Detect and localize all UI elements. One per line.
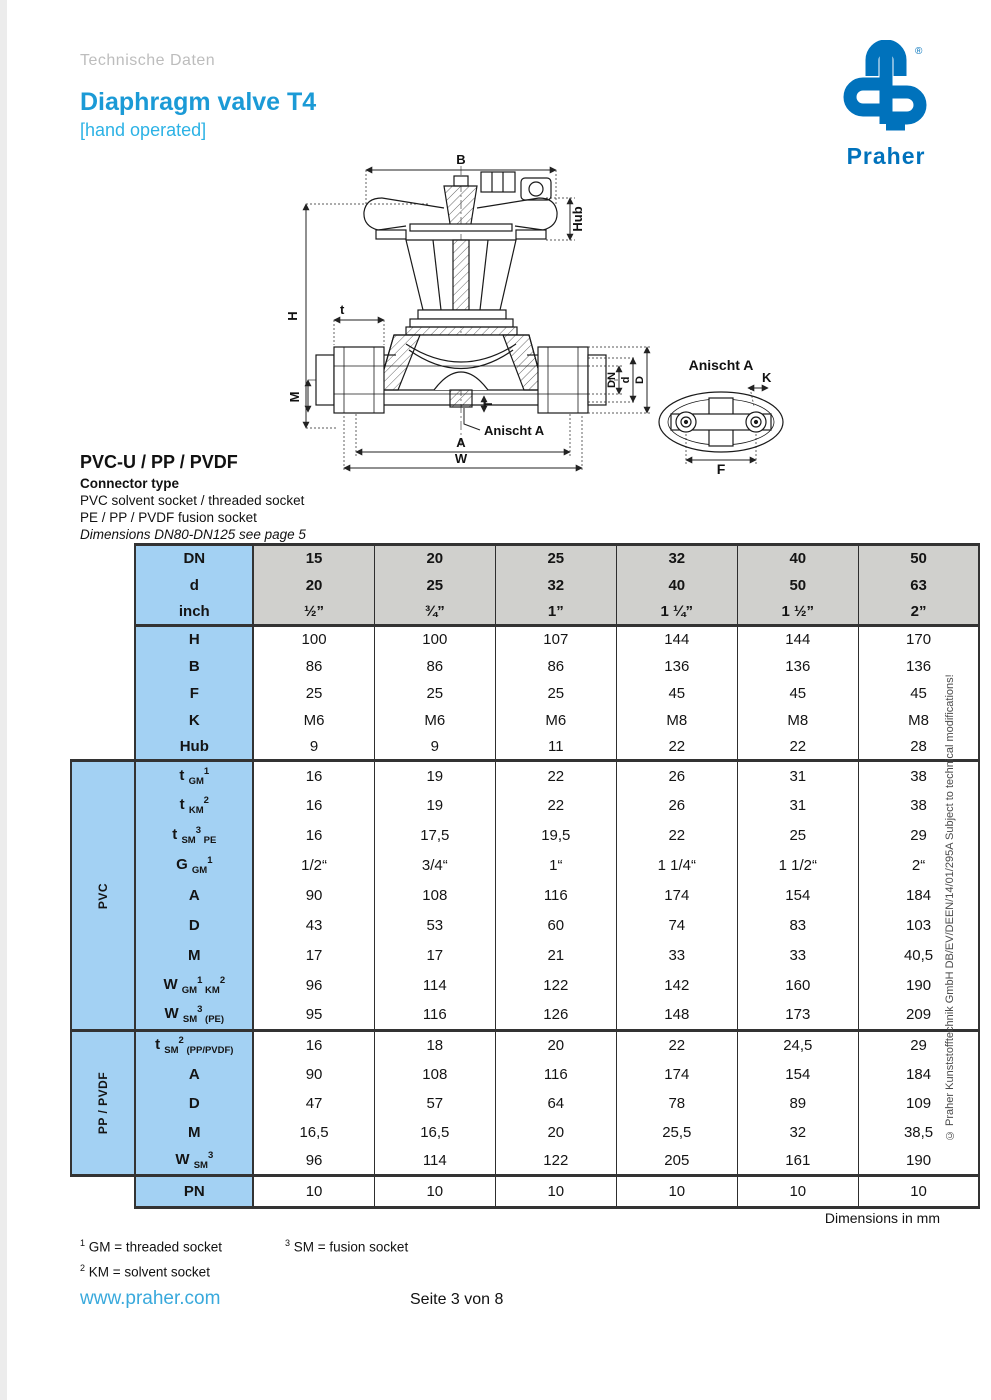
value-cell: 40,5 xyxy=(858,941,979,971)
value-cell: 17,5 xyxy=(374,821,495,851)
value-cell: 57 xyxy=(374,1089,495,1118)
row-label: B xyxy=(135,653,253,680)
page-title: Diaphragm valve T4 xyxy=(80,88,317,116)
value-cell: 21 xyxy=(495,941,616,971)
value-cell: 114 xyxy=(374,1147,495,1176)
value-cell: 154 xyxy=(737,881,858,911)
value-cell: 107 xyxy=(495,626,616,653)
value-cell: 43 xyxy=(253,911,374,941)
row-label: A xyxy=(135,1060,253,1089)
row-label: G $_{GM}^1$ xyxy=(135,851,253,881)
row-label: D xyxy=(135,911,253,941)
label-B: B xyxy=(456,152,466,167)
value-cell: 103 xyxy=(858,911,979,941)
value-cell: 11 xyxy=(495,734,616,761)
value-cell: 209 xyxy=(858,1001,979,1031)
material-heading: PVC-U / PP / PVDF xyxy=(80,452,238,472)
value-cell: 25 xyxy=(737,821,858,851)
spacer-cell xyxy=(71,734,135,761)
value-cell: 10 xyxy=(253,1176,374,1208)
value-cell: 18 xyxy=(374,1031,495,1060)
row-label: K xyxy=(135,707,253,734)
value-cell: 170 xyxy=(858,626,979,653)
value-cell: ¾” xyxy=(374,599,495,626)
dimensions-reference-note: Dimensions DN80-DN125 see page 5 xyxy=(80,527,306,542)
spacer-cell xyxy=(71,1176,135,1208)
value-cell: 190 xyxy=(858,971,979,1001)
row-label: Hub xyxy=(135,734,253,761)
value-cell: 26 xyxy=(616,761,737,791)
spacer-cell xyxy=(71,653,135,680)
footer-page-number: Seite 3 von 8 xyxy=(410,1291,504,1308)
section-label-pvc: PVC xyxy=(71,761,135,1031)
value-cell: 22 xyxy=(616,821,737,851)
value-cell: 22 xyxy=(495,761,616,791)
value-cell: 144 xyxy=(737,626,858,653)
value-cell: 19 xyxy=(374,791,495,821)
row-label: W $_{SM}^3$ $_{(PE)}$ xyxy=(135,1001,253,1031)
value-cell: 26 xyxy=(616,791,737,821)
value-cell: 10 xyxy=(616,1176,737,1208)
row-label: d xyxy=(135,572,253,599)
row-label: A xyxy=(135,881,253,911)
value-cell: 3/4“ xyxy=(374,851,495,881)
dimensions-in-mm-note: Dimensions in mm xyxy=(824,1210,940,1226)
value-cell: 45 xyxy=(737,680,858,707)
value-cell: 90 xyxy=(253,1060,374,1089)
value-cell: 28 xyxy=(858,734,979,761)
value-cell: 31 xyxy=(737,761,858,791)
value-cell: 10 xyxy=(374,1176,495,1208)
value-cell: 32 xyxy=(616,545,737,572)
value-cell: 1 1/2“ xyxy=(737,851,858,881)
value-cell: 114 xyxy=(374,971,495,1001)
value-cell: 38 xyxy=(858,761,979,791)
value-cell: 25 xyxy=(253,680,374,707)
row-label: W $_{GM}^1$ $_{KM}^2$ xyxy=(135,971,253,1001)
value-cell: 24,5 xyxy=(737,1031,858,1060)
spacer-cell xyxy=(71,680,135,707)
value-cell: 16 xyxy=(253,791,374,821)
callout-leader xyxy=(464,408,480,430)
value-cell: 205 xyxy=(616,1147,737,1176)
row-label: inch xyxy=(135,599,253,626)
value-cell: 116 xyxy=(495,1060,616,1089)
value-cell: 25 xyxy=(495,545,616,572)
value-cell: 64 xyxy=(495,1089,616,1118)
footnote-gm xyxy=(80,1238,222,1255)
value-cell: 160 xyxy=(737,971,858,1001)
value-cell: 90 xyxy=(253,881,374,911)
value-cell: 45 xyxy=(858,680,979,707)
value-cell: 1” xyxy=(495,599,616,626)
value-cell: 50 xyxy=(737,572,858,599)
value-cell: 29 xyxy=(858,821,979,851)
footnote-gm-text: GM = threaded socket xyxy=(85,1239,222,1255)
value-cell: 16 xyxy=(253,761,374,791)
value-cell: 53 xyxy=(374,911,495,941)
label-Hub: Hub xyxy=(570,206,585,232)
value-cell: 184 xyxy=(858,881,979,911)
value-cell: 20 xyxy=(495,1031,616,1060)
row-label: F xyxy=(135,680,253,707)
label-D: D xyxy=(634,376,646,384)
row-label: D xyxy=(135,1089,253,1118)
value-cell: 10 xyxy=(737,1176,858,1208)
label-K: K xyxy=(762,370,772,385)
value-cell: 63 xyxy=(858,572,979,599)
value-cell: 83 xyxy=(737,911,858,941)
value-cell: 17 xyxy=(374,941,495,971)
value-cell: 74 xyxy=(616,911,737,941)
footnote-sm-sup: 3 xyxy=(285,1238,291,1248)
label-F: F xyxy=(716,461,726,477)
value-cell: 174 xyxy=(616,1060,737,1089)
row-label: M xyxy=(135,1118,253,1147)
row-label: t $_{SM}^2$ $_{(PP/PVDF)}$ xyxy=(135,1031,253,1060)
material-intro xyxy=(80,452,306,543)
label-DN: DN xyxy=(606,372,618,388)
value-cell: 96 xyxy=(253,971,374,1001)
value-cell: 25 xyxy=(374,572,495,599)
value-cell: 1 1/4“ xyxy=(616,851,737,881)
document-eyebrow: Technische Daten xyxy=(80,52,216,69)
value-cell: 47 xyxy=(253,1089,374,1118)
value-cell: 40 xyxy=(616,572,737,599)
value-cell: 122 xyxy=(495,1147,616,1176)
value-cell: 89 xyxy=(737,1089,858,1118)
value-cell: M8 xyxy=(737,707,858,734)
value-cell: 15 xyxy=(253,545,374,572)
value-cell: 96 xyxy=(253,1147,374,1176)
row-label: t $_{GM}^1$ xyxy=(135,761,253,791)
label-t: t xyxy=(340,302,345,317)
row-label: W $_{SM}^3$ xyxy=(135,1147,253,1176)
value-cell: 136 xyxy=(858,653,979,680)
connector-line-1: PVC solvent socket / threaded socket xyxy=(80,493,305,508)
value-cell: 109 xyxy=(858,1089,979,1118)
value-cell: 31 xyxy=(737,791,858,821)
row-label: t $_{SM}^3$ $_{PE}$ xyxy=(135,821,253,851)
dim-t xyxy=(334,320,384,345)
value-cell: 22 xyxy=(616,734,737,761)
value-cell: 100 xyxy=(374,626,495,653)
row-label: t $_{KM}^2$ xyxy=(135,791,253,821)
value-cell: 86 xyxy=(374,653,495,680)
side-view xyxy=(659,392,783,452)
value-cell: M8 xyxy=(858,707,979,734)
label-d: d xyxy=(620,376,632,384)
value-cell: 1 ½” xyxy=(737,599,858,626)
row-label: M xyxy=(135,941,253,971)
value-cell: 20 xyxy=(495,1118,616,1147)
value-cell: 16,5 xyxy=(253,1118,374,1147)
row-label: DN xyxy=(135,545,253,572)
registered-mark: ® xyxy=(915,46,923,57)
value-cell: 38 xyxy=(858,791,979,821)
value-cell: 10 xyxy=(495,1176,616,1208)
valve-body xyxy=(378,335,544,407)
value-cell: 190 xyxy=(858,1147,979,1176)
value-cell: 16 xyxy=(253,821,374,851)
value-cell: 22 xyxy=(737,734,858,761)
value-cell: M6 xyxy=(374,707,495,734)
value-cell: 40 xyxy=(737,545,858,572)
connector-line-2: PE / PP / PVDF fusion socket xyxy=(80,510,257,525)
label-T: T xyxy=(483,400,495,408)
spacer-cell xyxy=(71,599,135,626)
value-cell: 22 xyxy=(616,1031,737,1060)
dimension-table-body xyxy=(71,545,979,1208)
copyright-side-note: © Praher Kunststofftechnik GmbH DB/EV/DEEN/14/01/295A Subject to technical modifications! xyxy=(944,674,956,1141)
value-cell: 136 xyxy=(737,653,858,680)
spacer-cell xyxy=(71,572,135,599)
value-cell: 33 xyxy=(737,941,858,971)
value-cell: 2” xyxy=(858,599,979,626)
value-cell: 144 xyxy=(616,626,737,653)
value-cell: 1/2“ xyxy=(253,851,374,881)
value-cell: 16 xyxy=(253,1031,374,1060)
value-cell: 19,5 xyxy=(495,821,616,851)
row-label: PN xyxy=(135,1176,253,1208)
value-cell: 9 xyxy=(253,734,374,761)
dimension-table xyxy=(70,543,980,1209)
value-cell: 20 xyxy=(253,572,374,599)
value-cell: 136 xyxy=(616,653,737,680)
value-cell: 50 xyxy=(858,545,979,572)
praher-logo xyxy=(826,40,946,170)
valve-technical-drawing xyxy=(278,148,813,496)
value-cell: 25 xyxy=(495,680,616,707)
page-subtitle: [hand operated] xyxy=(80,120,207,140)
footnote-sm-text: SM = fusion socket xyxy=(290,1239,409,1255)
value-cell: 2“ xyxy=(858,851,979,881)
label-H: H xyxy=(285,311,300,321)
value-cell: 116 xyxy=(495,881,616,911)
value-cell: 1“ xyxy=(495,851,616,881)
spacer-cell xyxy=(71,707,135,734)
value-cell: 95 xyxy=(253,1001,374,1031)
value-cell: 45 xyxy=(616,680,737,707)
value-cell: 122 xyxy=(495,971,616,1001)
value-cell: 161 xyxy=(737,1147,858,1176)
value-cell: 173 xyxy=(737,1001,858,1031)
connector-type-heading: Connector type xyxy=(80,476,180,491)
value-cell: 29 xyxy=(858,1031,979,1060)
footer-website-link[interactable]: www.praher.com xyxy=(80,1288,221,1309)
label-A: A xyxy=(456,435,466,450)
value-cell: 33 xyxy=(616,941,737,971)
value-cell: ½” xyxy=(253,599,374,626)
spacer-cell xyxy=(71,545,135,572)
value-cell: 108 xyxy=(374,1060,495,1089)
page-edge-strip xyxy=(0,0,7,1400)
handwheel xyxy=(364,172,557,239)
value-cell: 100 xyxy=(253,626,374,653)
value-cell: 32 xyxy=(737,1118,858,1147)
value-cell: M6 xyxy=(253,707,374,734)
value-cell: 154 xyxy=(737,1060,858,1089)
value-cell: 17 xyxy=(253,941,374,971)
value-cell: 148 xyxy=(616,1001,737,1031)
value-cell: 126 xyxy=(495,1001,616,1031)
footnote-sm xyxy=(285,1238,408,1255)
praher-monogram-icon xyxy=(831,40,941,136)
value-cell: M6 xyxy=(495,707,616,734)
value-cell: 32 xyxy=(495,572,616,599)
dimension-table-wrap xyxy=(70,543,980,1209)
label-M: M xyxy=(287,391,302,403)
value-cell: M8 xyxy=(616,707,737,734)
value-cell: 86 xyxy=(495,653,616,680)
side-view-title: Anischt A xyxy=(688,357,754,373)
label-callout: Anischt A xyxy=(484,423,545,438)
value-cell: 10 xyxy=(858,1176,979,1208)
value-cell: 86 xyxy=(253,653,374,680)
value-cell: 38,5 xyxy=(858,1118,979,1147)
value-cell: 25 xyxy=(374,680,495,707)
footnote-km xyxy=(80,1263,210,1280)
bonnet xyxy=(406,240,517,335)
footnote-gm-sup: 1 xyxy=(80,1238,86,1248)
spacer-cell xyxy=(71,626,135,653)
value-cell: 116 xyxy=(374,1001,495,1031)
value-cell: 20 xyxy=(374,545,495,572)
footnote-km-text: KM = solvent socket xyxy=(85,1264,210,1280)
value-cell: 16,5 xyxy=(374,1118,495,1147)
label-W: W xyxy=(454,451,468,466)
value-cell: 142 xyxy=(616,971,737,1001)
value-cell: 108 xyxy=(374,881,495,911)
value-cell: 22 xyxy=(495,791,616,821)
value-cell: 174 xyxy=(616,881,737,911)
row-label: H xyxy=(135,626,253,653)
footnote-km-sup: 2 xyxy=(80,1263,86,1273)
praher-wordmark: Praher xyxy=(846,143,926,169)
value-cell: 184 xyxy=(858,1060,979,1089)
value-cell: 78 xyxy=(616,1089,737,1118)
value-cell: 25,5 xyxy=(616,1118,737,1147)
value-cell: 60 xyxy=(495,911,616,941)
value-cell: 19 xyxy=(374,761,495,791)
value-cell: 9 xyxy=(374,734,495,761)
section-label-pp: PP / PVDF xyxy=(71,1031,135,1176)
value-cell: 1 ¼” xyxy=(616,599,737,626)
